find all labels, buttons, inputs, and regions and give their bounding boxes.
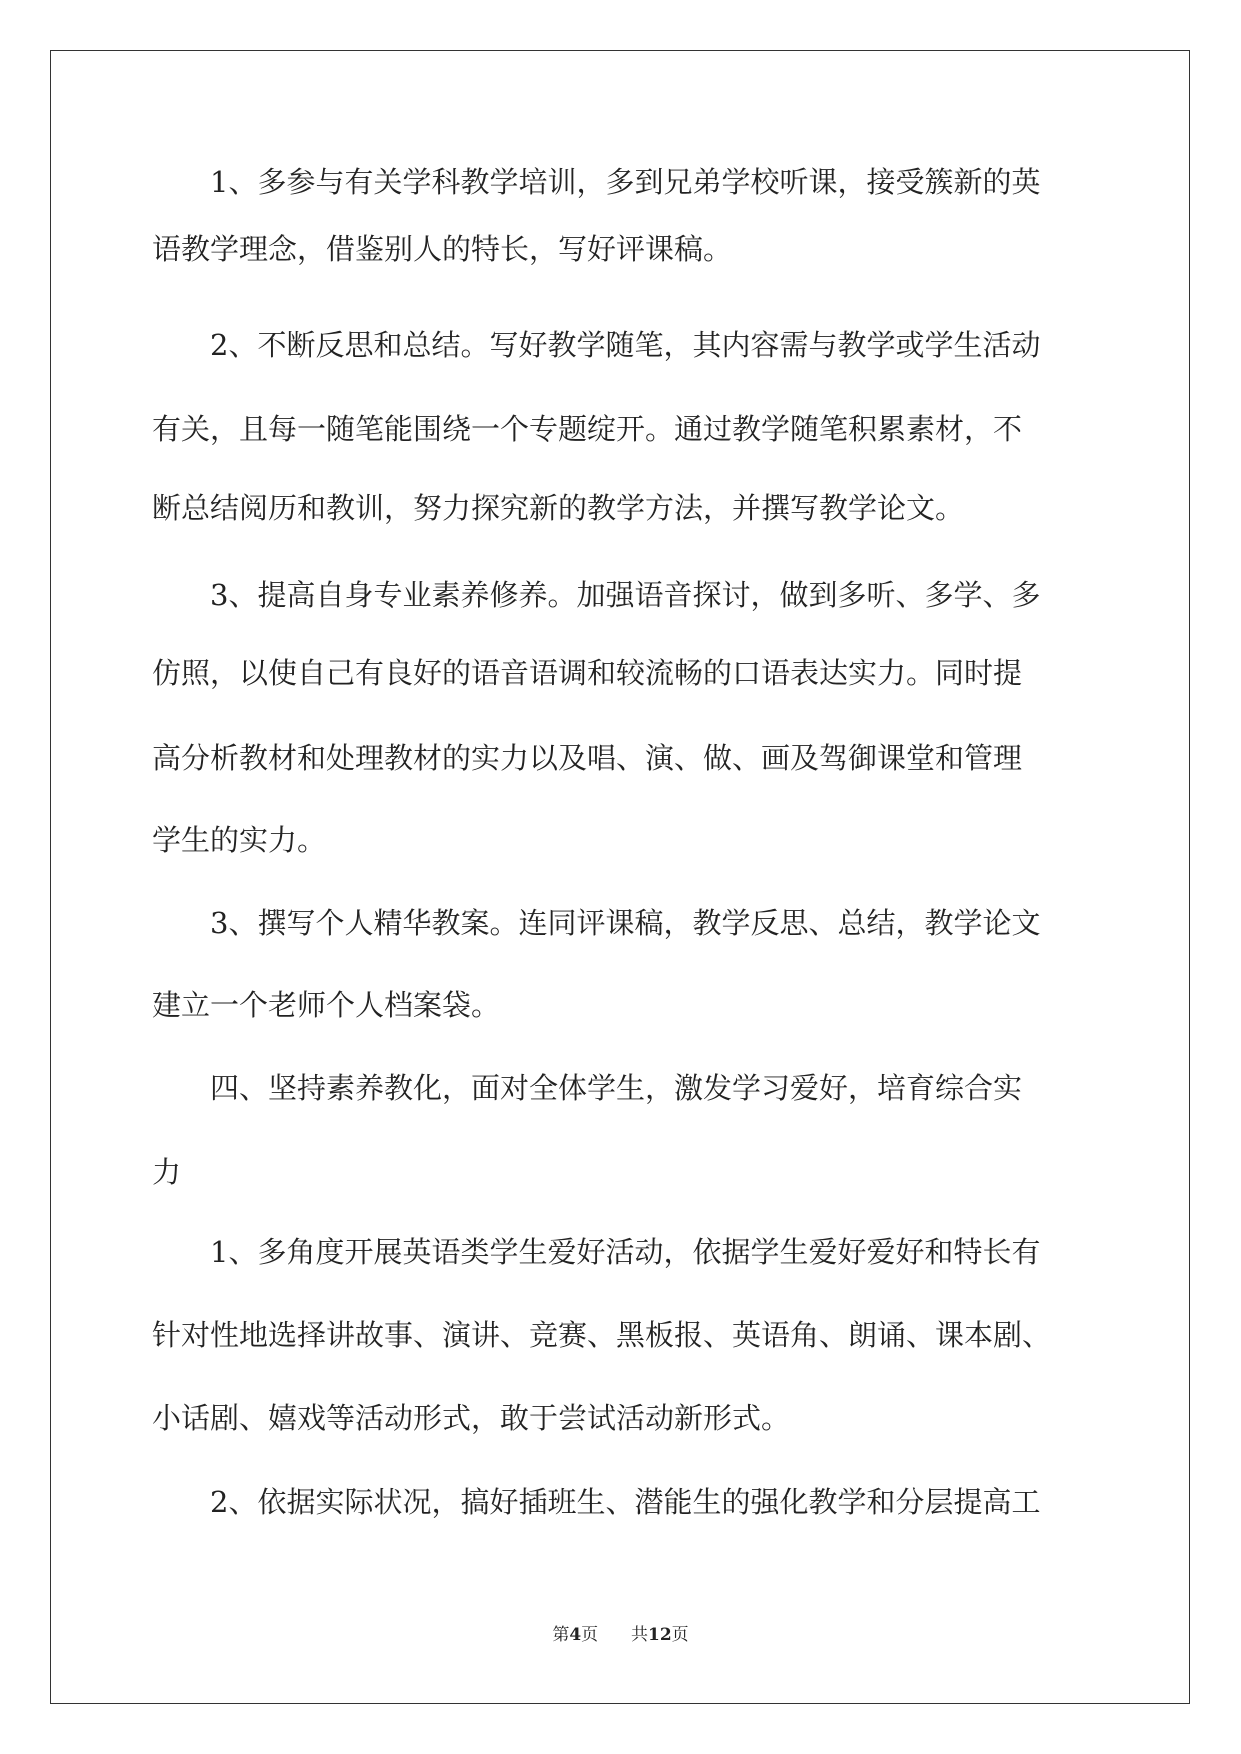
text-line: 四、坚持素养教化，面对全体学生，激发学习爱好，培育综合实 <box>152 1071 1023 1105</box>
text-line: 2、依据实际状况，搞好插班生、潜能生的强化教学和分层提高工 <box>152 1485 1041 1519</box>
text-line: 仿照，以使自己有良好的语音语调和较流畅的口语表达实力。同时提 <box>152 656 1023 690</box>
total-suffix: 页 <box>671 1625 689 1645</box>
page-footer <box>0 1623 1241 1647</box>
page-suffix: 页 <box>581 1625 599 1645</box>
page-frame <box>50 50 1190 1704</box>
text-line: 学生的实力。 <box>152 823 327 857</box>
text-line: 语教学理念，借鉴别人的特长，写好评课稿。 <box>152 232 733 266</box>
text-line: 断总结阅历和教训，努力探究新的教学方法，并撰写教学论文。 <box>152 491 965 525</box>
page-total: 12 <box>647 1625 672 1645</box>
text-line: 力 <box>152 1155 182 1189</box>
text-line: 针对性地选择讲故事、演讲、竞赛、黑板报、英语角、朗诵、课本剧、 <box>152 1318 1052 1352</box>
text-line: 建立一个老师个人档案袋。 <box>152 988 501 1022</box>
page-number-label <box>552 1625 603 1645</box>
page-current: 4 <box>569 1625 582 1645</box>
text-line: 3、提高自身专业素养修养。加强语音探讨，做到多听、多学、多 <box>152 578 1041 612</box>
text-line: 小话剧、嬉戏等活动形式，敢于尝试活动新形式。 <box>152 1401 791 1435</box>
page-total-label <box>631 1625 689 1645</box>
total-prefix: 共 <box>630 1625 648 1645</box>
text-line: 1、多参与有关学科教学培训，多到兄弟学校听课，接受簇新的英 <box>152 165 1041 199</box>
text-line: 3、撰写个人精华教案。连同评课稿，教学反思、总结，教学论文 <box>152 906 1041 940</box>
text-line: 2、不断反思和总结。写好教学随笔，其内容需与教学或学生活动 <box>152 328 1041 362</box>
text-line: 高分析教材和处理教材的实力以及唱、演、做、画及驾御课堂和管理 <box>152 741 1023 775</box>
page-prefix: 第 <box>552 1625 570 1645</box>
text-line: 有关，且每一随笔能围绕一个专题绽开。通过教学随笔积累素材，不 <box>152 412 1023 446</box>
text-line: 1、多角度开展英语类学生爱好活动，依据学生爱好爱好和特长有 <box>152 1235 1041 1269</box>
